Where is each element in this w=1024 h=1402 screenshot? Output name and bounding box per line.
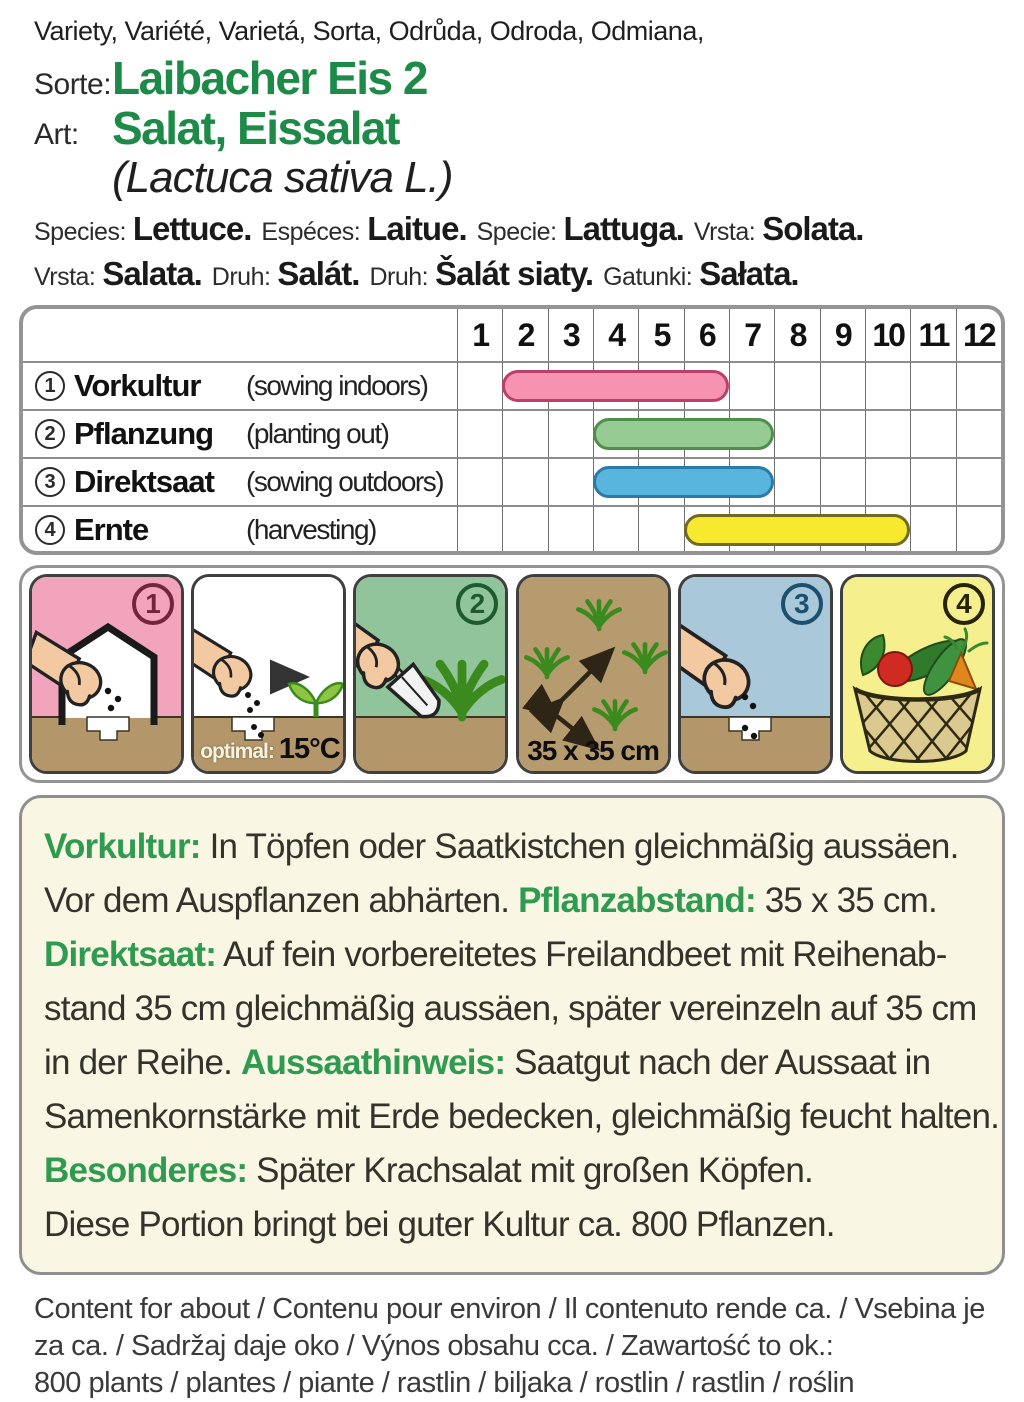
species-language-label: Druh: — [369, 263, 429, 291]
calendar-row-track — [457, 363, 1001, 409]
circled-number-3: 3 — [35, 467, 65, 497]
circled-number-4: 4 — [35, 515, 65, 545]
month-cell — [956, 507, 1001, 553]
panel-ernte — [840, 574, 995, 774]
month-cell — [865, 363, 910, 409]
month-header-12: 12 — [956, 309, 1001, 361]
instruction-text: Später Krachsalat mit großen Köpfen. — [247, 1151, 813, 1190]
activity-bar-vorkultur — [502, 370, 729, 402]
activity-bar-direktsaat — [593, 466, 774, 498]
month-cell — [820, 411, 865, 457]
instruction-text: stand 35 cm gleichmäßig aussäen, später vereinzeln auf 35 cm — [44, 989, 977, 1028]
month-cell — [502, 459, 547, 505]
month-cell — [865, 459, 910, 505]
species-translated-name: Solata. — [762, 210, 864, 247]
month-header-11: 11 — [910, 309, 955, 361]
calendar-row-label-pflanzung — [23, 411, 457, 457]
species-translated-name: Laitue. — [367, 210, 467, 247]
species-translations-line-2 — [34, 255, 1024, 295]
month-cell — [548, 507, 593, 553]
species-translated-name: Lattuga. — [563, 210, 684, 247]
optimal-label: optimal: — [200, 740, 274, 763]
content-statement — [34, 1291, 1024, 1402]
instruction-line — [44, 982, 980, 1036]
species-translated-name: Sałata. — [699, 255, 799, 292]
instruction-keyword: Direktsaat: — [44, 935, 217, 974]
instruction-text: Saatgut nach der Aussaat in — [505, 1043, 931, 1082]
panel-badge-3: 3 — [781, 583, 823, 625]
month-cell — [502, 411, 547, 457]
month-header-7: 7 — [729, 309, 774, 361]
month-cell — [502, 507, 547, 553]
variety-languages-line: Variety, Variété, Varietá, Sorta, Odrůda, Odroda, Odmiana, — [34, 16, 704, 46]
month-cell — [774, 363, 819, 409]
species-row — [34, 101, 1024, 154]
month-cell — [774, 459, 819, 505]
month-header-10: 10 — [865, 309, 910, 361]
month-header-5: 5 — [638, 309, 683, 361]
temperature-value: 15°C — [278, 733, 340, 765]
month-cell — [774, 411, 819, 457]
sowing-calendar-chart — [19, 305, 1005, 555]
instruction-line — [44, 1198, 980, 1252]
calendar-header-spacer — [23, 309, 457, 361]
content-statement-line: Content for about / Contenu pour environ / Il contenuto rende ca. / Vsebina je — [34, 1293, 985, 1325]
activity-translation: (sowing indoors) — [246, 370, 428, 401]
panel-direktsaat — [678, 574, 833, 774]
month-header-9: 9 — [820, 309, 865, 361]
instruction-text: in der Reihe. — [44, 1043, 241, 1082]
spacing-caption: 35 x 35 cm — [527, 735, 659, 766]
variety-row — [34, 51, 1024, 104]
month-cell — [457, 459, 502, 505]
month-cell — [910, 459, 955, 505]
calendar-row-label-vorkultur — [23, 363, 457, 409]
month-header-track — [457, 309, 1001, 361]
month-cell — [548, 459, 593, 505]
month-header-2: 2 — [502, 309, 547, 361]
activity-name: Pflanzung — [74, 416, 214, 451]
panel-badge-2: 2 — [456, 583, 498, 625]
species-translated-name: Lettuce. — [132, 210, 252, 247]
month-header-8: 8 — [774, 309, 819, 361]
month-cell — [956, 459, 1001, 505]
species-translated-name: Šalát siaty. — [435, 255, 594, 292]
instruction-line — [44, 874, 980, 928]
species-language-label: Gatunki: — [603, 263, 693, 291]
activity-bar-ernte — [684, 514, 911, 546]
instruction-text: Diese Portion bringt bei guter Kultur ca. 800 Pflanzen. — [44, 1205, 835, 1244]
calendar-row-ernte — [23, 505, 1001, 553]
sorte-label: Sorte: — [34, 68, 112, 101]
species-language-label: Vrsta: — [34, 263, 96, 291]
activity-translation: (planting out) — [246, 418, 389, 449]
instruction-panels — [19, 565, 1005, 783]
instruction-text: Samenkornstärke mit Erde bedecken, gleichmäßig feucht halten. — [44, 1097, 1000, 1136]
calendar-row-label-direktsaat — [23, 459, 457, 505]
circled-number-1: 1 — [35, 371, 65, 401]
instruction-text: 35 x 35 cm. — [755, 881, 937, 920]
month-cell — [457, 363, 502, 409]
activity-translation: (sowing outdoors) — [246, 466, 444, 497]
species-translated-name: Salata. — [102, 255, 202, 292]
header — [0, 0, 1024, 295]
species-language-label: Espéces: — [261, 218, 361, 246]
species-language-label: Specie: — [476, 218, 557, 246]
instruction-text: In Töpfen oder Saatkistchen gleichmäßig aussäen. — [200, 827, 959, 866]
species-name: Salat, Eissalat — [112, 102, 399, 154]
month-header-4: 4 — [593, 309, 638, 361]
month-cell — [910, 363, 955, 409]
instruction-keyword: Aussaathinweis: — [240, 1043, 506, 1082]
month-cell — [820, 459, 865, 505]
month-cell — [910, 507, 955, 553]
variety-name: Laibacher Eis 2 — [112, 52, 427, 104]
calendar-row-direktsaat — [23, 457, 1001, 505]
instruction-line — [44, 1144, 980, 1198]
activity-name: Ernte — [74, 512, 149, 547]
month-cell — [457, 411, 502, 457]
activity-translation: (harvesting) — [246, 514, 376, 545]
panel-optimal-temperature — [191, 574, 346, 774]
calendar-row-label-ernte — [23, 507, 457, 553]
species-translations-line-1 — [34, 210, 1024, 250]
temperature-caption — [200, 733, 341, 766]
cultivation-instructions — [19, 795, 1005, 1275]
panel-vorkultur — [29, 574, 184, 774]
circled-number-2: 2 — [35, 419, 65, 449]
latin-name: (Lactuca sativa L.) — [112, 153, 453, 202]
instruction-line — [44, 820, 980, 874]
instruction-text: Auf fein vorbereitetes Freilandbeet mit Reihenab- — [216, 935, 947, 974]
panel-badge-4: 4 — [943, 583, 985, 625]
species-language-label: Species: — [34, 218, 126, 246]
instruction-keyword: Besonderes: — [44, 1151, 248, 1190]
instruction-line — [44, 1036, 980, 1090]
month-header-1: 1 — [457, 309, 502, 361]
month-cell — [865, 411, 910, 457]
content-statement-line: 800 plants / plantes / piante / rastlin / biljaka / rostlin / rastlin / roślin — [34, 1367, 855, 1399]
instruction-line — [44, 1090, 1000, 1144]
instruction-text: Vor dem Auspflanzen abhärten. — [44, 881, 519, 920]
species-language-label: Vrsta: — [693, 218, 756, 246]
month-cell — [457, 507, 502, 553]
activity-bar-pflanzung — [593, 418, 774, 450]
species-language-label: Druh: — [211, 263, 271, 291]
panel-badge-1: 1 — [132, 583, 174, 625]
month-cell — [910, 411, 955, 457]
month-cell — [548, 411, 593, 457]
activity-name: Direktsaat — [74, 464, 214, 499]
calendar-row-track — [457, 459, 1001, 505]
species-translated-name: Salát. — [277, 255, 360, 292]
month-cell — [956, 411, 1001, 457]
month-cell — [820, 363, 865, 409]
calendar-row-track — [457, 411, 1001, 457]
activity-name: Vorkultur — [74, 368, 201, 403]
calendar-row-pflanzung — [23, 409, 1001, 457]
content-statement-line: za ca. / Sadržaj daje oko / Výnos obsahu cca. / Zawartość to ok.: — [34, 1330, 834, 1362]
calendar-row-vorkultur — [23, 361, 1001, 409]
month-cell — [956, 363, 1001, 409]
calendar-row-track — [457, 507, 1001, 553]
month-cell — [729, 363, 774, 409]
month-cell — [638, 507, 683, 553]
instruction-keyword: Vorkultur: — [44, 827, 201, 866]
panel-pflanzung — [353, 574, 508, 774]
month-header-3: 3 — [548, 309, 593, 361]
panel-spacing — [516, 574, 671, 774]
art-label: Art: — [34, 118, 79, 151]
instruction-line — [44, 928, 980, 982]
instruction-keyword: Pflanzabstand: — [518, 881, 756, 920]
month-cell — [593, 507, 638, 553]
month-header-6: 6 — [684, 309, 729, 361]
calendar-month-header — [23, 309, 1001, 361]
